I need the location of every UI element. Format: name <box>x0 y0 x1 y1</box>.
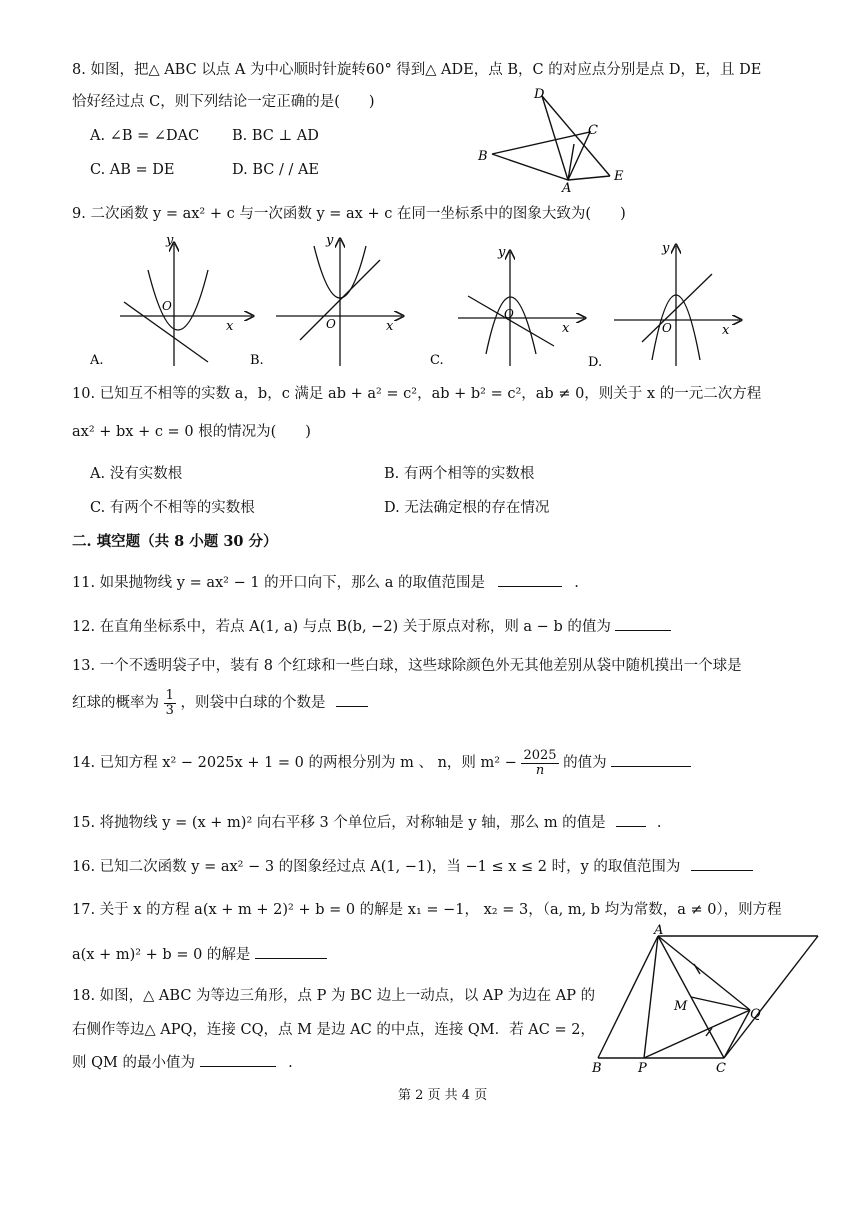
q9b-x-label: x <box>386 319 394 334</box>
q8-label-d: D <box>534 87 545 102</box>
q14-text-pre: 14. 已知方程 x² − 2025x + 1 = 0 的两根分别为 m 、 n，则 m² − <box>72 755 517 771</box>
q18-line2: 右侧作等边△ APQ，连接 CQ，点 M 是边 AC 的中点，连接 QM．若 AC = 2， <box>72 1022 595 1038</box>
q10-option-a: A. 没有实数根 <box>90 466 183 482</box>
q14-frac-den: n <box>535 762 545 778</box>
q17-line2 <box>72 944 327 965</box>
q11-period: . <box>574 575 579 591</box>
q18-triangle-figure <box>584 924 828 1074</box>
q13-fraction <box>164 689 176 718</box>
q9d-origin-label: O <box>662 321 672 335</box>
q9-graph-a <box>120 244 252 366</box>
q8-option-a: A. ∠B = ∠DAC <box>90 128 200 144</box>
q9a-origin-label: O <box>162 299 172 313</box>
q18-period: . <box>288 1055 293 1071</box>
q17-line1: 17. 关于 x 的方程 a(x + m + 2)² + b = 0 的解是 x₁ = −1， x₂ = 3，（a, m, b 均为常数，a ≠ 0），则方程 <box>72 902 782 918</box>
q18-label-b: B <box>592 1061 602 1074</box>
q18-label-c: C <box>716 1061 726 1074</box>
q10-option-d: D. 无法确定根的存在情况 <box>384 500 550 516</box>
q9b-origin-label: O <box>326 317 336 331</box>
q9-stem: 9. 二次函数 y = ax² + c 与一次函数 y = ax + c 在同一坐标系中的图象大致为( ) <box>72 206 626 222</box>
q8-stem-line2: 恰好经过点 C，则下列结论一定正确的是( ) <box>72 94 375 110</box>
q11-text: 11. 如果抛物线 y = ax² − 1 的开口向下，那么 a 的取值范围是 <box>72 575 486 591</box>
q9-graph-b <box>276 240 402 366</box>
q8-label-a: A <box>562 181 572 194</box>
q13-line1: 13. 一个不透明袋子中，装有 8 个红球和一些白球，这些球除颜色外无其他差别从袋中随机摸出一个球是 <box>72 658 742 674</box>
q12-text: 12. 在直角坐标系中，若点 A(1, a) 与点 B(b, −2) 关于原点对称，则 a − b 的值为 <box>72 619 611 635</box>
q12-answer-blank[interactable] <box>615 616 671 631</box>
q9-graph-c <box>458 252 584 366</box>
q9d-x-label: x <box>722 323 730 338</box>
q12 <box>72 616 671 637</box>
q18-label-q: Q <box>750 1007 761 1022</box>
q11-answer-blank[interactable] <box>498 572 562 587</box>
q17-text: a(x + m)² + b = 0 的解是 <box>72 947 251 963</box>
q10-stem-line2: ax² + bx + c = 0 根的情况为( ) <box>72 424 311 440</box>
q9c-x-label: x <box>562 321 570 336</box>
q14-answer-blank[interactable] <box>611 752 691 767</box>
q10-option-b: B. 有两个相等的实数根 <box>384 466 535 482</box>
q15-text: 15. 将抛物线 y = (x + m)² 向右平移 3 个单位后，对称轴是 y 轴，那么 m 的值是 <box>72 815 606 831</box>
q13-frac-den: 3 <box>165 702 174 718</box>
q9-graphs <box>90 230 770 376</box>
q18-label-a: A <box>654 924 664 938</box>
q9c-y-label: y <box>498 245 506 260</box>
q14-text-post: 的值为 <box>563 755 607 771</box>
q9-option-d-label: D. <box>588 355 603 370</box>
q16-text: 16. 已知二次函数 y = ax² − 3 的图象经过点 A(1, −1)，当 −1 ≤ x ≤ 2 时，y 的取值范围为 <box>72 859 681 875</box>
q8-option-c: C. AB = DE <box>90 162 175 178</box>
q9-option-c-label: C. <box>430 353 444 368</box>
q9-option-a-label: A. <box>90 353 104 368</box>
q8-option-b: B. BC ⊥ AD <box>232 128 319 144</box>
q18-line3 <box>72 1052 293 1073</box>
q13-frac-num: 1 <box>165 687 174 703</box>
q8-label-b: B <box>478 149 488 164</box>
q16 <box>72 856 753 877</box>
q9b-y-label: y <box>326 233 334 248</box>
page-footer: 第 2 页 共 4 页 <box>398 1088 488 1103</box>
q14 <box>72 746 691 780</box>
q18-label-m: M <box>674 999 688 1014</box>
q15-answer-blank[interactable] <box>616 812 646 827</box>
q8-stem-line1: 8. 如图，把△ ABC 以点 A 为中心顺时针旋转60° 得到△ ADE，点 B，C 的对应点分别是点 D，E，且 DE <box>72 62 762 78</box>
q13-text-pre: 红球的概率为 <box>72 695 159 711</box>
q15 <box>72 812 662 833</box>
q9a-x-label: x <box>226 319 234 334</box>
q9d-y-label: y <box>662 241 670 256</box>
q15-period: . <box>656 815 662 831</box>
q9c-origin-label: O <box>504 307 514 321</box>
q8-label-c: C <box>588 123 598 138</box>
q11 <box>72 572 579 593</box>
q8-label-e: E <box>614 169 624 184</box>
q8-option-d: D. BC / / AE <box>232 162 319 178</box>
q18-answer-blank[interactable] <box>200 1052 276 1067</box>
q13-answer-blank[interactable] <box>336 692 368 707</box>
q9-option-b-label: B. <box>250 353 264 368</box>
q18-text: 则 QM 的最小值为 <box>72 1055 195 1071</box>
q16-answer-blank[interactable] <box>691 856 753 871</box>
q18-label-p: P <box>638 1061 647 1074</box>
q10-option-c: C. 有两个不相等的实数根 <box>90 500 255 516</box>
q13-line2 <box>72 686 368 720</box>
q14-fraction <box>521 749 558 778</box>
q9a-y-label: y <box>166 233 174 248</box>
q8-rotation-figure <box>470 84 640 194</box>
q10-stem-line1: 10. 已知互不相等的实数 a，b，c 满足 ab + a² = c²，ab + b² = c²，ab ≠ 0，则关于 x 的一元二次方程 <box>72 386 762 402</box>
q13-text-post: ，则袋中白球的个数是 <box>180 695 326 711</box>
q18-line1: 18. 如图，△ ABC 为等边三角形，点 P 为 BC 边上一动点，以 AP 为边在 AP 的 <box>72 988 596 1004</box>
section-2-heading: 二. 填空题（共 8 小题 30 分） <box>72 533 278 550</box>
q17-answer-blank[interactable] <box>255 944 327 959</box>
q9-graph-d <box>614 246 740 366</box>
q14-frac-num: 2025 <box>523 747 557 763</box>
